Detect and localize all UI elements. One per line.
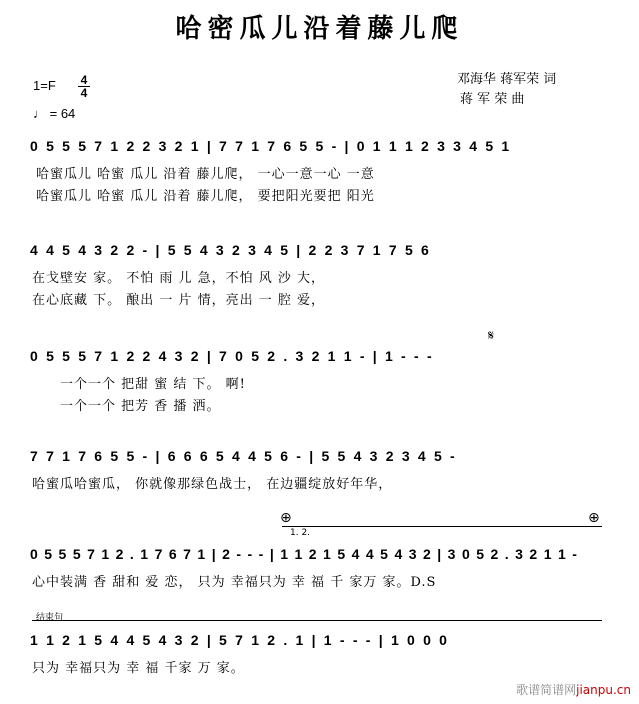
volta-bracket bbox=[282, 526, 602, 527]
ending-bracket bbox=[32, 620, 602, 621]
lyric-verse-2: 哈蜜瓜儿 哈蜜 瓜儿 沿着 藤儿爬， 要把阳光要把 阳光 bbox=[36, 189, 375, 204]
note-row: 4 4 5 4 3 2 2 - | 5 5 4 3 2 3 4 5 | 2 2 3 7 1 7 5 6 bbox=[30, 242, 432, 258]
lyric-verse-1: 哈蜜瓜儿 哈蜜 瓜儿 沿着 藤儿爬， 一心一意一心 一意 bbox=[36, 167, 375, 182]
site-watermark bbox=[516, 681, 631, 698]
song-title: 哈密瓜儿沿着藤儿爬 bbox=[175, 14, 464, 44]
composer-credit: 蒋 军 荣 曲 bbox=[460, 92, 525, 107]
note-row: 7 7 1 7 6 5 5 - | 6 6 6 5 4 4 5 6 - | 5 5 4 3 2 3 4 5 - bbox=[30, 448, 457, 464]
lyric-verse-1: 哈蜜瓜哈蜜瓜， 你就像那绿色战士， 在边疆绽放好年华， bbox=[32, 477, 393, 492]
watermark-domain: jianpu.cn bbox=[576, 683, 631, 697]
ending-label: 结束句 bbox=[36, 613, 64, 623]
note-row: 1 1 2 1 5 4 4 5 4 3 2 | 5 7 1 2 . 1 | 1 - - - | 1 0 0 0 bbox=[30, 632, 450, 648]
note-row: 0 5 5 5 7 1 2 2 4 3 2 | 7 0 5 2 . 3 2 1 1 - | 1 - - - bbox=[30, 348, 434, 364]
score-system-6 bbox=[30, 632, 610, 682]
time-signature bbox=[78, 74, 90, 99]
time-signature-top: 4 bbox=[80, 73, 88, 87]
score-system-4 bbox=[30, 448, 610, 498]
key-signature: 1=F bbox=[33, 78, 56, 93]
coda-mark: ⊕ bbox=[280, 510, 292, 526]
note-row: 0 5 5 5 7 1 2 . 1 7 6 7 1 | 2 - - - | 1 1 2 1 5 4 4 5 4 3 2 | 3 0 5 2 . 3 2 1 1 - bbox=[30, 546, 579, 562]
note-row: 0 5 5 5 7 1 2 2 3 2 1 | 7 7 1 7 6 5 5 - | 0 1 1 1 2 3 3 4 5 1 bbox=[30, 138, 512, 154]
watermark-site-name: 歌谱简谱网 bbox=[516, 683, 577, 697]
lyric-verse-2: 在心底藏 下。 酿出 一 片 情，亮出 一 腔 爱， bbox=[32, 293, 326, 308]
score-system-2 bbox=[30, 242, 610, 312]
lyricist-credit: 邓海华 蒋军荣 词 bbox=[457, 72, 557, 87]
lyric-verse-1: 心中装满 香 甜和 爱 恋， 只为 幸福只为 幸 福 千 家万 家。D.S bbox=[32, 575, 437, 590]
lyric-verse-1: 只为 幸福只为 幸 福 千家 万 家。 bbox=[32, 661, 245, 676]
time-signature-bottom: 4 bbox=[78, 86, 90, 99]
score-system-5 bbox=[30, 546, 610, 596]
segno-mark: 𝄋 bbox=[488, 328, 495, 344]
coda-mark: ⊕ bbox=[588, 510, 600, 526]
lyric-verse-2: 一个一个 把芳 香 播 洒。 bbox=[60, 399, 221, 414]
lyric-verse-1: 在戈壁安 家。 不怕 雨 儿 急，不怕 风 沙 大， bbox=[32, 271, 326, 286]
score-system-1 bbox=[30, 138, 610, 208]
volta-label: 1. 2. bbox=[290, 528, 311, 538]
score-system-3 bbox=[30, 348, 610, 418]
tempo-marking: ♩ = 64 bbox=[33, 106, 76, 121]
lyric-verse-1: 一个一个 把甜 蜜 结 下。 啊! bbox=[60, 377, 246, 392]
